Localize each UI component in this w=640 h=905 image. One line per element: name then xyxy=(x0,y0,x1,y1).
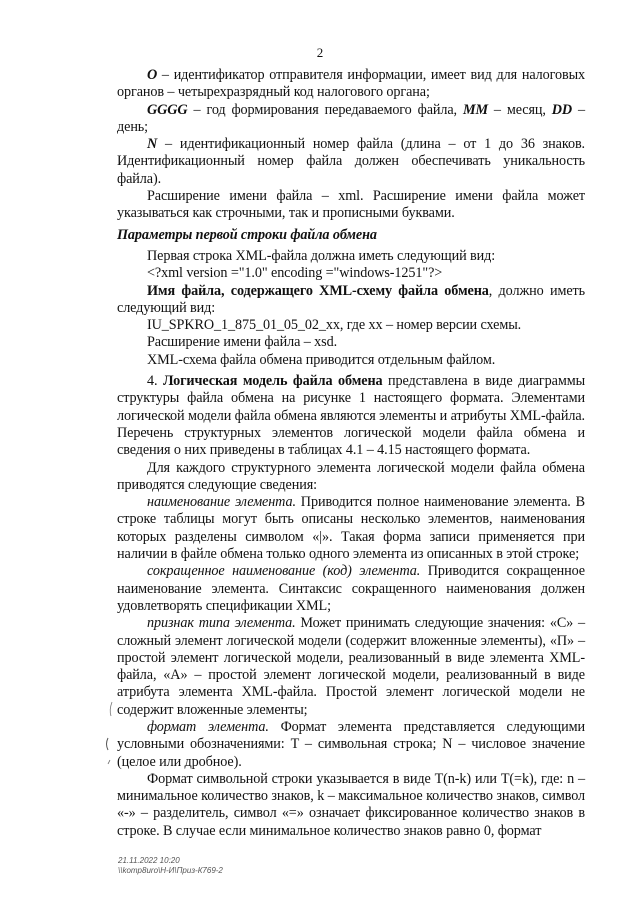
element-format-label: формат элемента. xyxy=(147,718,269,735)
document-footer xyxy=(118,856,223,875)
document-body xyxy=(117,67,585,840)
scan-margin-marks xyxy=(100,700,120,790)
term-o-desc: – идентификатор отправителя информации, имеет вид для налоговых органов – четырехразрядный код налогового органа; xyxy=(117,67,585,101)
section-number: 4. xyxy=(147,373,163,390)
section-heading-first-line: Параметры первой строки файла обмена xyxy=(117,226,377,243)
schema-separate-file: XML-схема файла обмена приводится отдельным файлом. xyxy=(147,351,496,368)
element-code-desc: Приводится сокращенное наименование элемента. Синтаксис сокращенного наименования должен удовлетворять спецификации XML; xyxy=(117,563,585,614)
paragraph-element-name xyxy=(117,494,585,563)
paragraph-element-info: Для каждого структурного элемента логической модели файла обмена приводятся следующие сведения: xyxy=(117,459,585,493)
term-o: O xyxy=(147,67,158,83)
term-gggg-desc: – год формирования передаваемого файла, xyxy=(187,101,463,118)
logical-model-label: Логическая модель файла обмена xyxy=(162,373,383,390)
paragraph-extension: Расширение имени файла – xml. Расширение имени файла может указываться как строчными, так и прописными буквами. xyxy=(117,188,585,222)
schema-name-label: Имя файла, содержащего XML-схему файла обмена xyxy=(147,282,489,299)
term-mm-desc: – месяц, xyxy=(487,101,552,118)
term-gggg: GGGG xyxy=(147,101,188,118)
page-number: 2 xyxy=(316,45,324,60)
schema-extension: Расширение имени файла – xsd. xyxy=(147,334,338,351)
paragraph-file-id xyxy=(117,136,585,188)
paragraph-element-code xyxy=(117,563,585,615)
paragraph-element-type xyxy=(117,615,585,719)
schema-name-desc: , должно иметь следующий вид: xyxy=(117,282,585,316)
paragraph-schema-name xyxy=(117,283,585,318)
footer-file-path: \\komp8uro\Н-И\Приз-К769-2 xyxy=(118,865,223,875)
element-type-label: признак типа элемента. xyxy=(147,615,296,632)
footer-timestamp: 21.11.2022 10:20 xyxy=(118,856,180,865)
paragraph-string-format: Формат символьной строки указывается в виде T(n-k) или T(=k), где: n – минимальное количество знаков, k – максимальное количество знаков, символ «-» – разделитель, символ «=» означает фиксированное количество знаков в строке. В случае если минимальное количество знаков равно 0, формат xyxy=(117,770,585,839)
xml-declaration: <?xml version ="1.0" encoding ="windows-1251"?> xyxy=(147,265,443,282)
paragraph-logical-model xyxy=(117,373,585,459)
element-type-desc: Может принимать следующие значения: «С» – сложный элемент логической модели (содержит вложенные элементы), «П» – простой элемент логической модели, реализованный в виде элемента XML-файла, «А» – простой элемент логической модели, реализованный в виде атрибута элемента XML-файла. Простой элемент логической модели не содержит вложенные элементы; xyxy=(117,615,586,718)
element-code-label: сокращенное наименование (код) элемента. xyxy=(147,563,421,580)
element-name-label: наименование элемента. xyxy=(147,494,296,511)
paragraph-first-line: Первая строка XML-файла должна иметь следующий вид: xyxy=(147,247,496,264)
schema-file-name: IU_SPKRO_1_875_01_05_02_xx, где хх – номер версии схемы. xyxy=(147,317,522,334)
term-n-desc: – идентификационный номер файла (длина – от 1 до 36 знаков. Идентификационный номер файла должен обеспечивать уникальность файла). xyxy=(117,136,585,187)
element-format-desc: Формат элемента представляется следующими условными обозначениями: T – символьная строка; N – числовое значение (целое или дробное). xyxy=(117,718,586,770)
term-mm: MM xyxy=(462,101,488,118)
paragraph-sender-id xyxy=(117,67,585,102)
logical-model-desc: представлена в виде диаграммы структуры файла обмена на рисунке 1 настоящего формата. Элементами логической модели файла обмена являются элементы и атрибуты XML-файла. Перечень структурных элементов логической модели файла обмена и сведения о них приведены в таблицах 4.1 – 4.15 настоящего формата. xyxy=(117,373,586,459)
term-n: N xyxy=(147,136,158,153)
paragraph-element-format xyxy=(117,719,585,771)
term-dd-desc: – день; xyxy=(117,101,585,135)
paragraph-date xyxy=(117,102,585,137)
term-dd: DD xyxy=(551,101,573,118)
element-name-desc: Приводится полное наименование элемента. В строке таблицы могут быть описаны несколько элементов, наименования которых разделены символом «|». Такая форма записи применяется при наличии в файле обмена только одного элемента из описанных в этой строке; xyxy=(117,494,585,563)
